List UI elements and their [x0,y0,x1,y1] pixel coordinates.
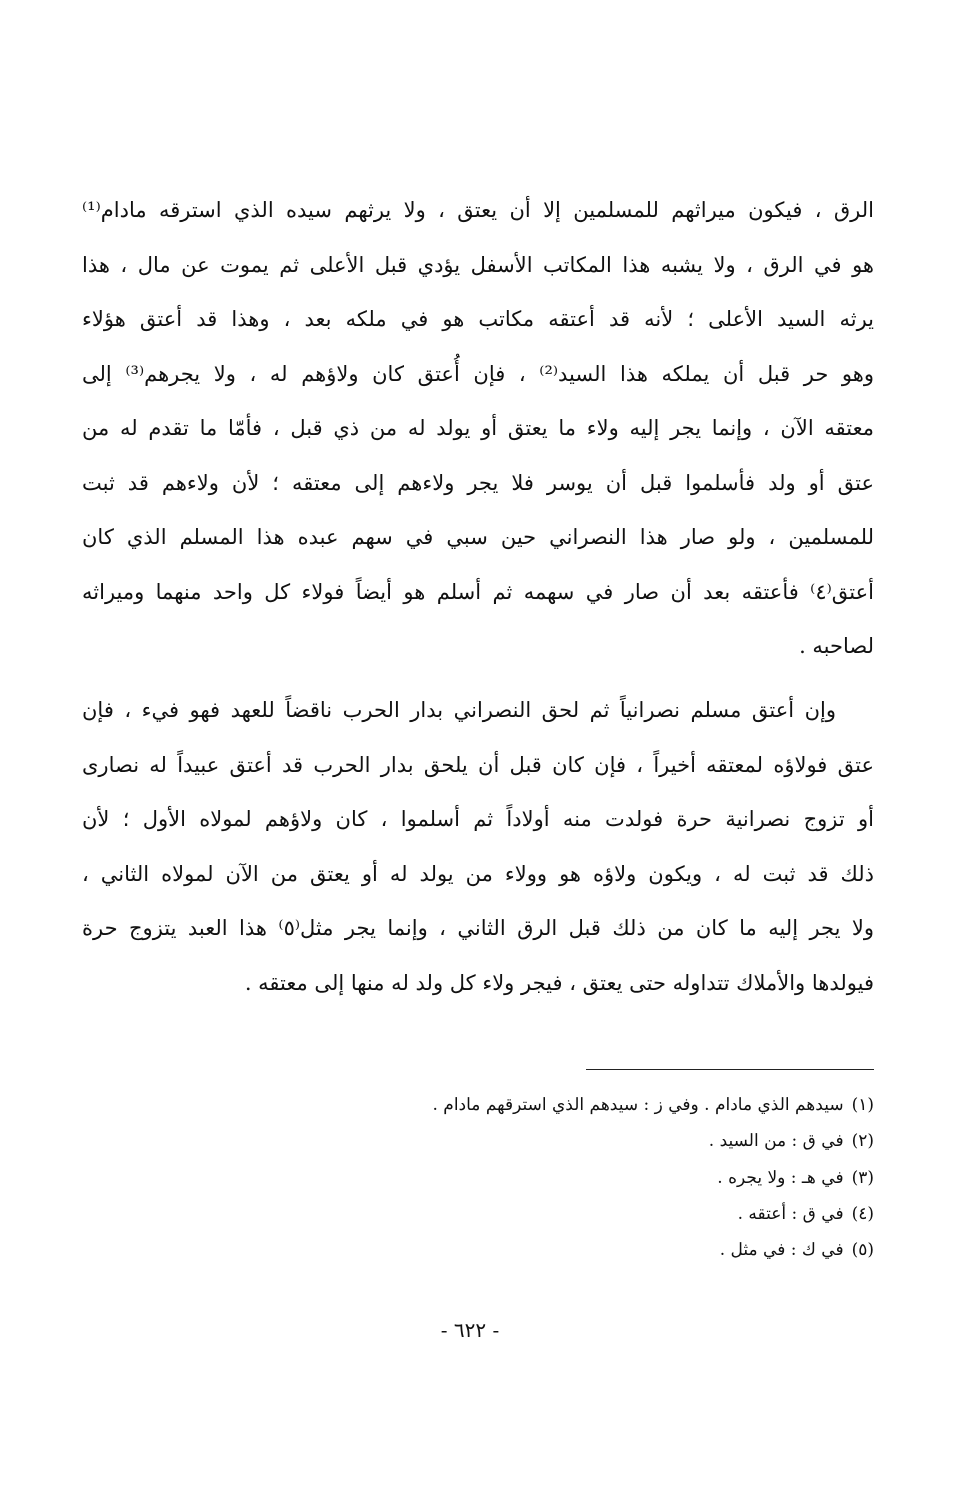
text-line: ذلك قد ثبت له ، ويكون ولاؤه هو وولاء من يولد له أو يعتق من الآن لمولاه الثاني ، [82,861,874,886]
text-line: ولا يجر إليه ما كان من ذلك قبل الرق الثاني ، وإنما يجر مثل⁽٥⁾ هذا العبد يتزوج حرة [82,916,874,940]
footnote [300,1196,874,1232]
text-line: لصاحبه . [799,634,874,658]
text-line: أو تزوج نصرانية حرة فولدت منه أولاداً ثم أسلموا ، كان ولاؤهم لمولاه الأول ؛ لأن [82,807,874,831]
text-line: معتقه الآن ، وإنما يجر إليه ولاء ما يعتق أو يولد له من ذي قبل ، فأمّا ما تقدم له من [82,416,874,440]
text-line: فيولدها والأملاك تتداوله حتى يعتق ، فيجر ولاء كل ولد له منها إلى معتقه . [244,970,874,995]
footnote-text: سيدهم الذي مادام . وفي ز : سيدهم الذي استرقهم مادام . [432,1095,844,1115]
footnote-number: (٢) [851,1131,874,1152]
text-line: وإن أعتق مسلم نصرانياً ثم لحق النصراني بدار الحرب ناقضاً للعهد فهو فيء ، فإن [82,698,836,722]
footnote-number: (١) [851,1095,874,1115]
footnote-text: في ق : أعتقه . [737,1203,844,1224]
footnote-number: (٤) [851,1203,874,1224]
paragraph-1 [82,183,874,674]
text-line: وهو حر قبل أن يملكه هذا السيد⁽²⁾ ، فإن أُعتق كان ولاؤهم له ، ولا يجرهم⁽³⁾ إلى [82,361,874,386]
footnote [300,1232,874,1268]
paragraph-2 [82,683,874,1010]
footnote-text: في هـ : ولا يجره . [717,1167,844,1188]
footnote-text: في ق : من السيد . [708,1131,844,1152]
page-number: - ٦٢٢ - [440,1318,500,1342]
footnote [300,1123,874,1159]
footnotes [300,1087,874,1268]
text-line: أعتق⁽٤⁾ فأعتقه بعد أن صار في سهمه ثم أسلم هو أيضاً فولاء كل واحد منهما وميراثه [82,579,874,604]
footnote-text: في ك : في مثل . [719,1240,844,1261]
text-line: للمسلمين ، ولو صار هذا النصراني حين سبي في سهم عبده هذا المسلم الذي كان [82,525,874,549]
text-line: عتق فولاؤه لمعتقه أخيراً ، فإن كان قبل أن يلحق بدار الحرب قد أعتق عبيداً له نصارى [82,752,874,777]
footnote [300,1160,874,1196]
text-line: الرق ، فيكون ميراثهم للمسلمين إلا أن يعتق ، ولا يرثهم سيده الذي استرقه مادام⁽¹⁾ [82,198,874,222]
footnote-number: (٣) [851,1167,874,1188]
footnote-separator [586,1069,874,1070]
text-line: يرثه السيد الأعلى ؛ لأنه قد أعتقه مكاتب هو في ملكه بعد ، وهذا قد أعتق هؤلاء [82,307,874,331]
text-line: عتق أو ولد فأسلموا قبل أن يوسر فلا يجر ولاءهم إلى معتقه ؛ لأن ولاءهم قد ثبت [82,470,874,495]
text-line: هو في الرق ، ولا يشبه هذا المكاتب الأسفل يؤدي قبل الأعلى ثم يموت عن مال ، هذا [82,252,874,277]
footnote [300,1087,874,1123]
footnote-number: (٥) [851,1240,874,1261]
